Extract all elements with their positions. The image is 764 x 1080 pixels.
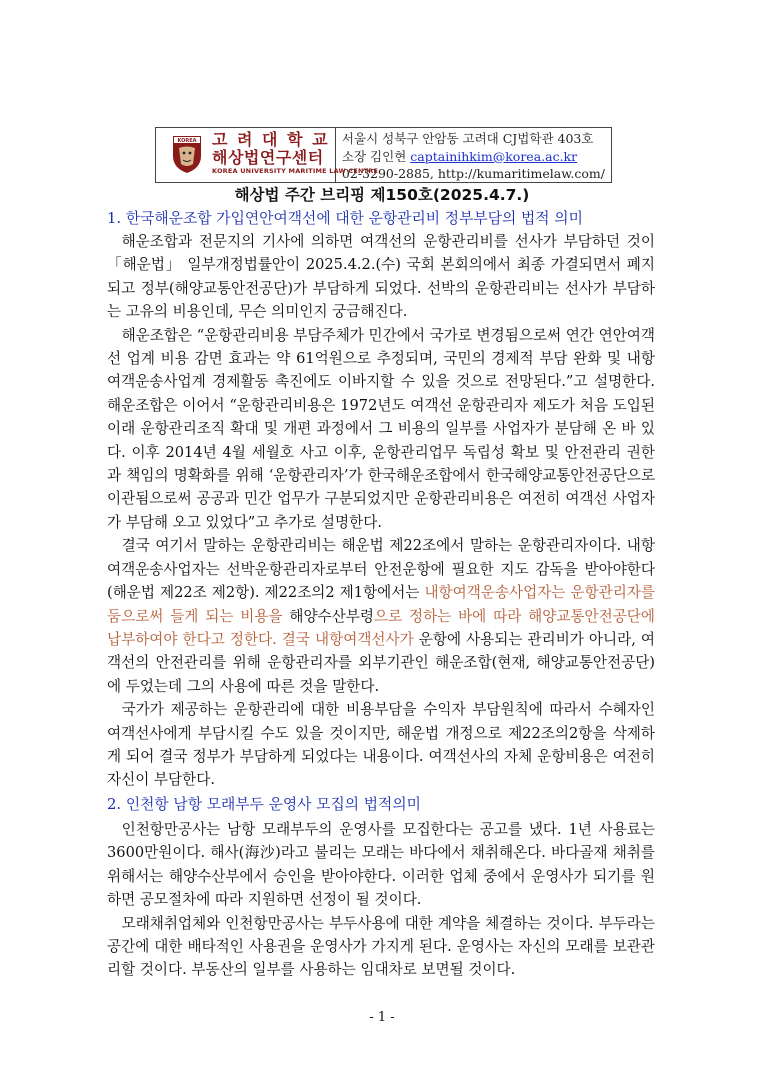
section-1-paragraph-2: 해운조합은 “운항관리비용 부담주체가 민간에서 국가로 변경됨으로써 연간 연안여객선 업계 비용 감면 효과는 약 61억원으로 추정되며, 국민의 경제적 부담 완화 및 내항여객운송사업계 경제활동 촉진에도 이바지할 수 있을 것으로 전망된다.”고 설명한다. 해운조합은 이어서 “운항관리비용은 1972년도 여객선 운항관리자 제도가 처음 도입된 이래 운항관리조직 확대 및 개편 과정에서 그 비용의 일부를 사업자가 분담해 온 바 있다. 이후 2014년 4월 세월호 사고 이후, 운항관리업무 독립성 확보 및 안전관리 권한과 책임의 명확화를 위해 ‘운항관리자’가 한국해운조합에서 한국해양교통안전공단으로 이관됨으로써 공공과 민간 업무가 구분되었지만 운항관리비용은 여전히 여객선 사업자가 부담해 오고 있었다”고 추가로 설명한다. bbox=[107, 326, 655, 531]
address: 서울시 성북구 안암동 고려대 CJ법학관 403호 bbox=[341, 131, 594, 146]
director-name: 소장 김인현 bbox=[341, 148, 407, 164]
section-2-paragraph-2: 모래채취업체와 인천항만공사는 부두사용에 대한 계약을 체결하는 것이다. 부두라는 공간에 대한 배타적인 사용권을 운영사가 가지게 된다. 운영사는 자신의 모래를 보관관리할 것이다. 부동산의 일부를 사용하는 임대차로 보면될 것이다. bbox=[107, 914, 655, 979]
paragraph-3-highlight-d: 으로 정하는 바에 따라 해양교통안전공단에 납부하여야 한다고 정한다. 결국 내항여객선사가 bbox=[107, 607, 655, 648]
director-line bbox=[342, 148, 605, 166]
section-2-paragraph-1: 인천항만공사는 남항 모래부두의 운영사를 모집한다는 공고를 냈다. 1년 사용료는 3600만원이다. 해사(海沙)라고 불리는 모래는 바다에서 채취해온다. 바다골재 채취를 위해서는 해양수산부에서 승인을 받아야한다. 이러한 업체 중에서 운영사가 되기를 원하면 공모절차에 따라 지원하면 선정이 될 것이다. bbox=[107, 821, 655, 909]
section-1-paragraph-4: 국가가 제공하는 운항관리에 대한 비용부담을 수익자 부담원칙에 따라서 수혜자인 여객선사에게 부담시킬 수도 있을 것이지만, 해운법 개정으로 제22조의2항을 삭제하게 되어 결국 정부가 부담하게 되었다는 내용이다. 여객선사의 자체 운항비용은 여전히 자신이 부담한다. bbox=[107, 701, 655, 789]
section-1-heading: 1. 한국해운조합 가입연안여객선에 대한 운항관리비 정부부담의 법적 의미 bbox=[107, 210, 583, 227]
phone-web-line bbox=[342, 165, 605, 183]
document-title: 해상법 주간 브리핑 제150호(2025.4.7.) bbox=[234, 186, 530, 204]
logo-english-name: KOREA UNIVERSITY MARITIME LAW CENTRE bbox=[212, 167, 379, 175]
website-link[interactable]: http://kumaritimelaw.com/ bbox=[437, 166, 605, 181]
page-number: - 1 - bbox=[369, 1010, 395, 1025]
email-link[interactable]: captainihkim@korea.ac.kr bbox=[410, 148, 578, 164]
phone-number: 02-3290-2885, bbox=[341, 166, 434, 181]
section-1-paragraph-3 bbox=[107, 534, 655, 698]
paragraph-3-text-c: 해양수산부령 bbox=[289, 607, 374, 625]
section-1-body bbox=[107, 230, 655, 792]
paragraph-3-text-e: 운항에 사용되는 관리비가 아니라, 여객선의 안전관리를 위해 운항관리자를 외부기관인 해운조합(현재, 해양교통안전공단)에 두었는데 그의 사용에 따른 것을 말한다. bbox=[107, 630, 655, 695]
logo-center-name: 해상법연구센터 bbox=[212, 148, 324, 167]
university-seal-icon bbox=[171, 134, 203, 174]
logo-university-name: 고 려 대 학 교 bbox=[212, 130, 330, 149]
section-1-paragraph-1: 해운조합과 전문지의 기사에 의하면 여객선의 운항관리비를 선사가 부담하던 것이 「해운법」 일부개정법률안이 2025.4.2.(수) 국회 본회의에서 최종 가결되면서 폐지되고 정부(해양교통안전공단)가 부담하게 되었다. 선박의 운항관리비는 선사가 부담하는 고유의 비용인데, 무슨 의미인지 궁금해진다. bbox=[107, 233, 655, 321]
section-2-heading: 2. 인천항 남항 모래부두 운영사 모집의 법적의미 bbox=[107, 796, 421, 813]
svg-text:KOREA: KOREA bbox=[177, 138, 197, 144]
paragraph-3-highlight-b: 내항여객운송사업자는 운항관리자를 둠으로써 들게 되는 비용을 bbox=[107, 584, 656, 625]
paragraph-3-text-a: 결국 여기서 말하는 운항관리비는 해운법 제22조에서 말하는 운항관리자이다. 내항여객운송사업자는 선박운항관리자로부터 안전운항에 필요한 지도 감독을 받아야한다(해운법 제22조 제2항). 제22조의2 제1항에서는 bbox=[107, 537, 655, 602]
letterhead bbox=[155, 127, 612, 183]
section-2-body bbox=[107, 818, 655, 982]
